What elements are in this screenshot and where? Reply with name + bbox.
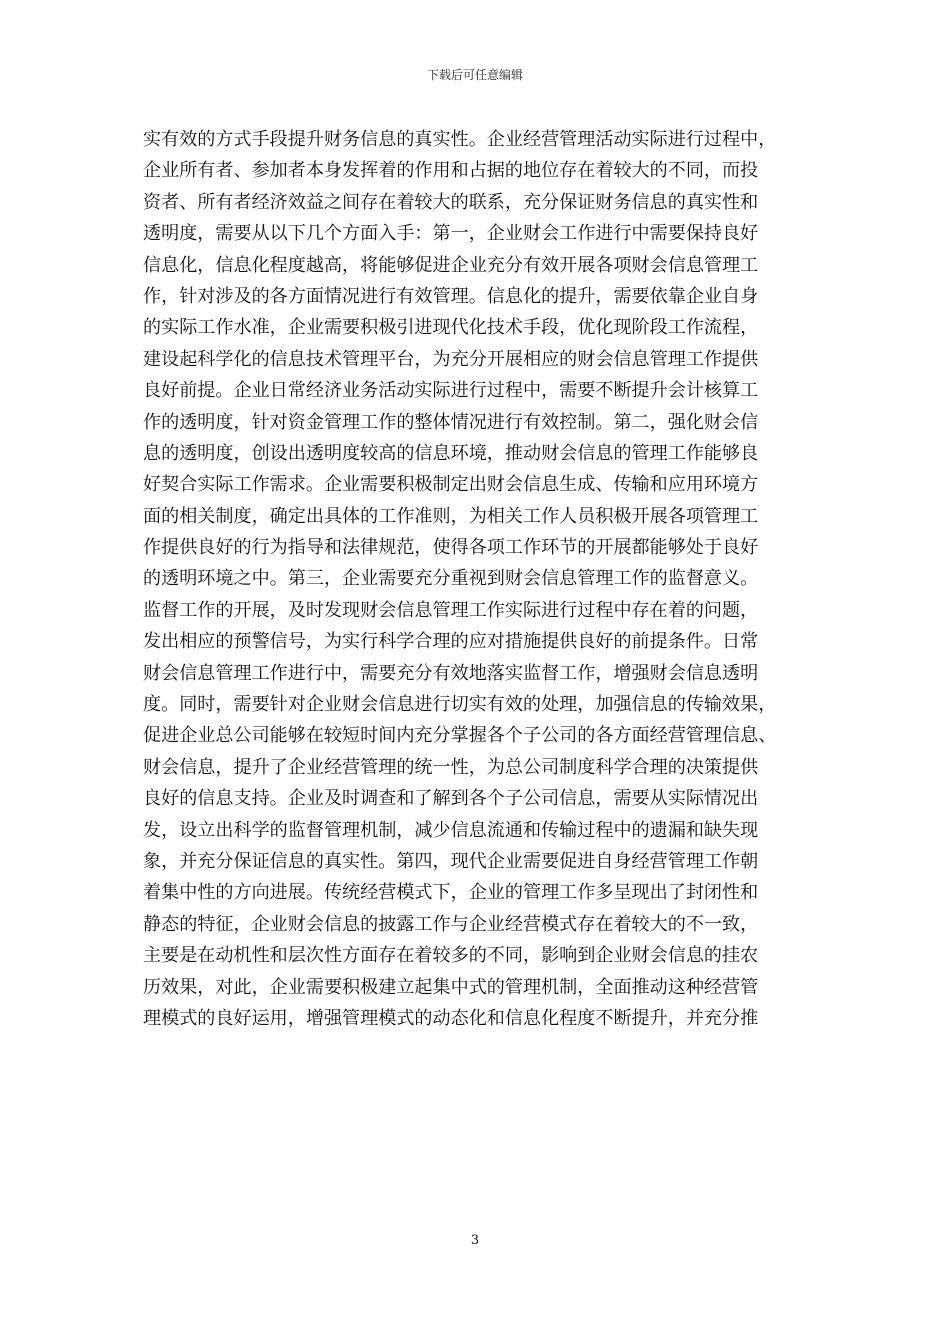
text-line: 息的透明度，创设出透明度较高的信息环境，推动财会信息的管理工作能够良 <box>143 442 759 464</box>
text-line: 企业所有者、参加者本身发挥着的作用和占据的地位存在着较大的不同，而投 <box>143 160 759 182</box>
page-header: 下载后可任意编辑 <box>426 68 523 82</box>
text-line: 的实际工作水准，企业需要积极引进现代化技术手段，优化现阶段工作流程， <box>143 317 759 339</box>
text-line: 财会信息管理工作进行中，需要充分有效地落实监督工作，增强财会信息透明 <box>143 662 759 684</box>
text-line: 良好前提。企业日常经济业务活动实际进行过程中，需要不断提升会计核算工 <box>143 380 759 402</box>
body-paragraph <box>143 124 808 1034</box>
text-line: 财会信息，提升了企业经营管理的统一性，为总公司制度科学合理的决策提供 <box>143 756 759 778</box>
text-line: 良好的信息支持。企业及时调查和了解到各个子公司信息，需要从实际情况出 <box>143 788 759 810</box>
text-line: 发出相应的预警信号，为实行科学合理的应对措施提供良好的前提条件。日常 <box>143 631 759 653</box>
text-line: 的透明环境之中。第三，企业需要充分重视到财会信息管理工作的监督意义。 <box>143 568 759 590</box>
text-line: 理模式的良好运用，增强管理模式的动态化和信息化程度不断提升，并充分推 <box>143 1007 759 1029</box>
text-line: 主要是在动机性和层次性方面存在着较多的不同，影响到企业财会信息的挂农 <box>143 945 759 967</box>
text-line: 实有效的方式手段提升财务信息的真实性。企业经营管理活动实际进行过程中， <box>143 129 777 150</box>
text-line: 着集中性的方向进展。传统经营模式下，企业的管理工作多呈现出了封闭性和 <box>143 882 759 904</box>
text-line: 透明度，需要从以下几个方面入手：第一，企业财会工作进行中需要保持良好 <box>143 223 759 245</box>
page-number: 3 <box>470 1233 480 1248</box>
text-line: 发，设立出科学的监督管理机制，减少信息流通和传输过程中的遗漏和缺失现 <box>143 819 759 841</box>
text-line: 静态的特征，企业财会信息的披露工作与企业经营模式存在着较大的不一致， <box>143 913 759 935</box>
text-line: 象，并充分保证信息的真实性。第四，现代企业需要促进自身经营管理工作朝 <box>143 850 759 872</box>
text-line: 好契合实际工作需求。企业需要积极制定出财会信息生成、传输和应用环境方 <box>143 474 759 496</box>
text-line: 促进企业总公司能够在较短时间内充分掌握各个子公司的各方面经营管理信息、 <box>143 725 777 747</box>
text-line: 信息化，信息化程度越高，将能够促进企业充分有效开展各项财会信息管理工 <box>143 254 759 276</box>
text-line: 作提供良好的行为指导和法律规范，使得各项工作环节的开展都能够处于良好 <box>143 537 759 559</box>
text-line: 作，针对涉及的各方面情况进行有效管理。信息化的提升，需要依靠企业自身 <box>143 285 759 307</box>
text-line: 建设起科学化的信息技术管理平台，为充分开展相应的财会信息管理工作提供 <box>143 348 759 370</box>
text-line: 作的透明度，针对资金管理工作的整体情况进行有效控制。第二，强化财会信 <box>143 411 759 433</box>
text-line: 资者、所有者经济效益之间存在着较大的联系，充分保证财务信息的真实性和 <box>143 191 759 213</box>
text-line: 历效果，对此，企业需要积极建立起集中式的管理机制，全面推动这种经营管 <box>143 976 759 998</box>
text-line: 监督工作的开展，及时发现财会信息管理工作实际进行过程中存在着的问题， <box>143 599 759 621</box>
text-line: 面的相关制度，确定出具体的工作准则，为相关工作人员积极开展各项管理工 <box>143 505 759 527</box>
text-line: 度。同时，需要针对企业财会信息进行切实有效的处理，加强信息的传输效果， <box>143 694 777 716</box>
